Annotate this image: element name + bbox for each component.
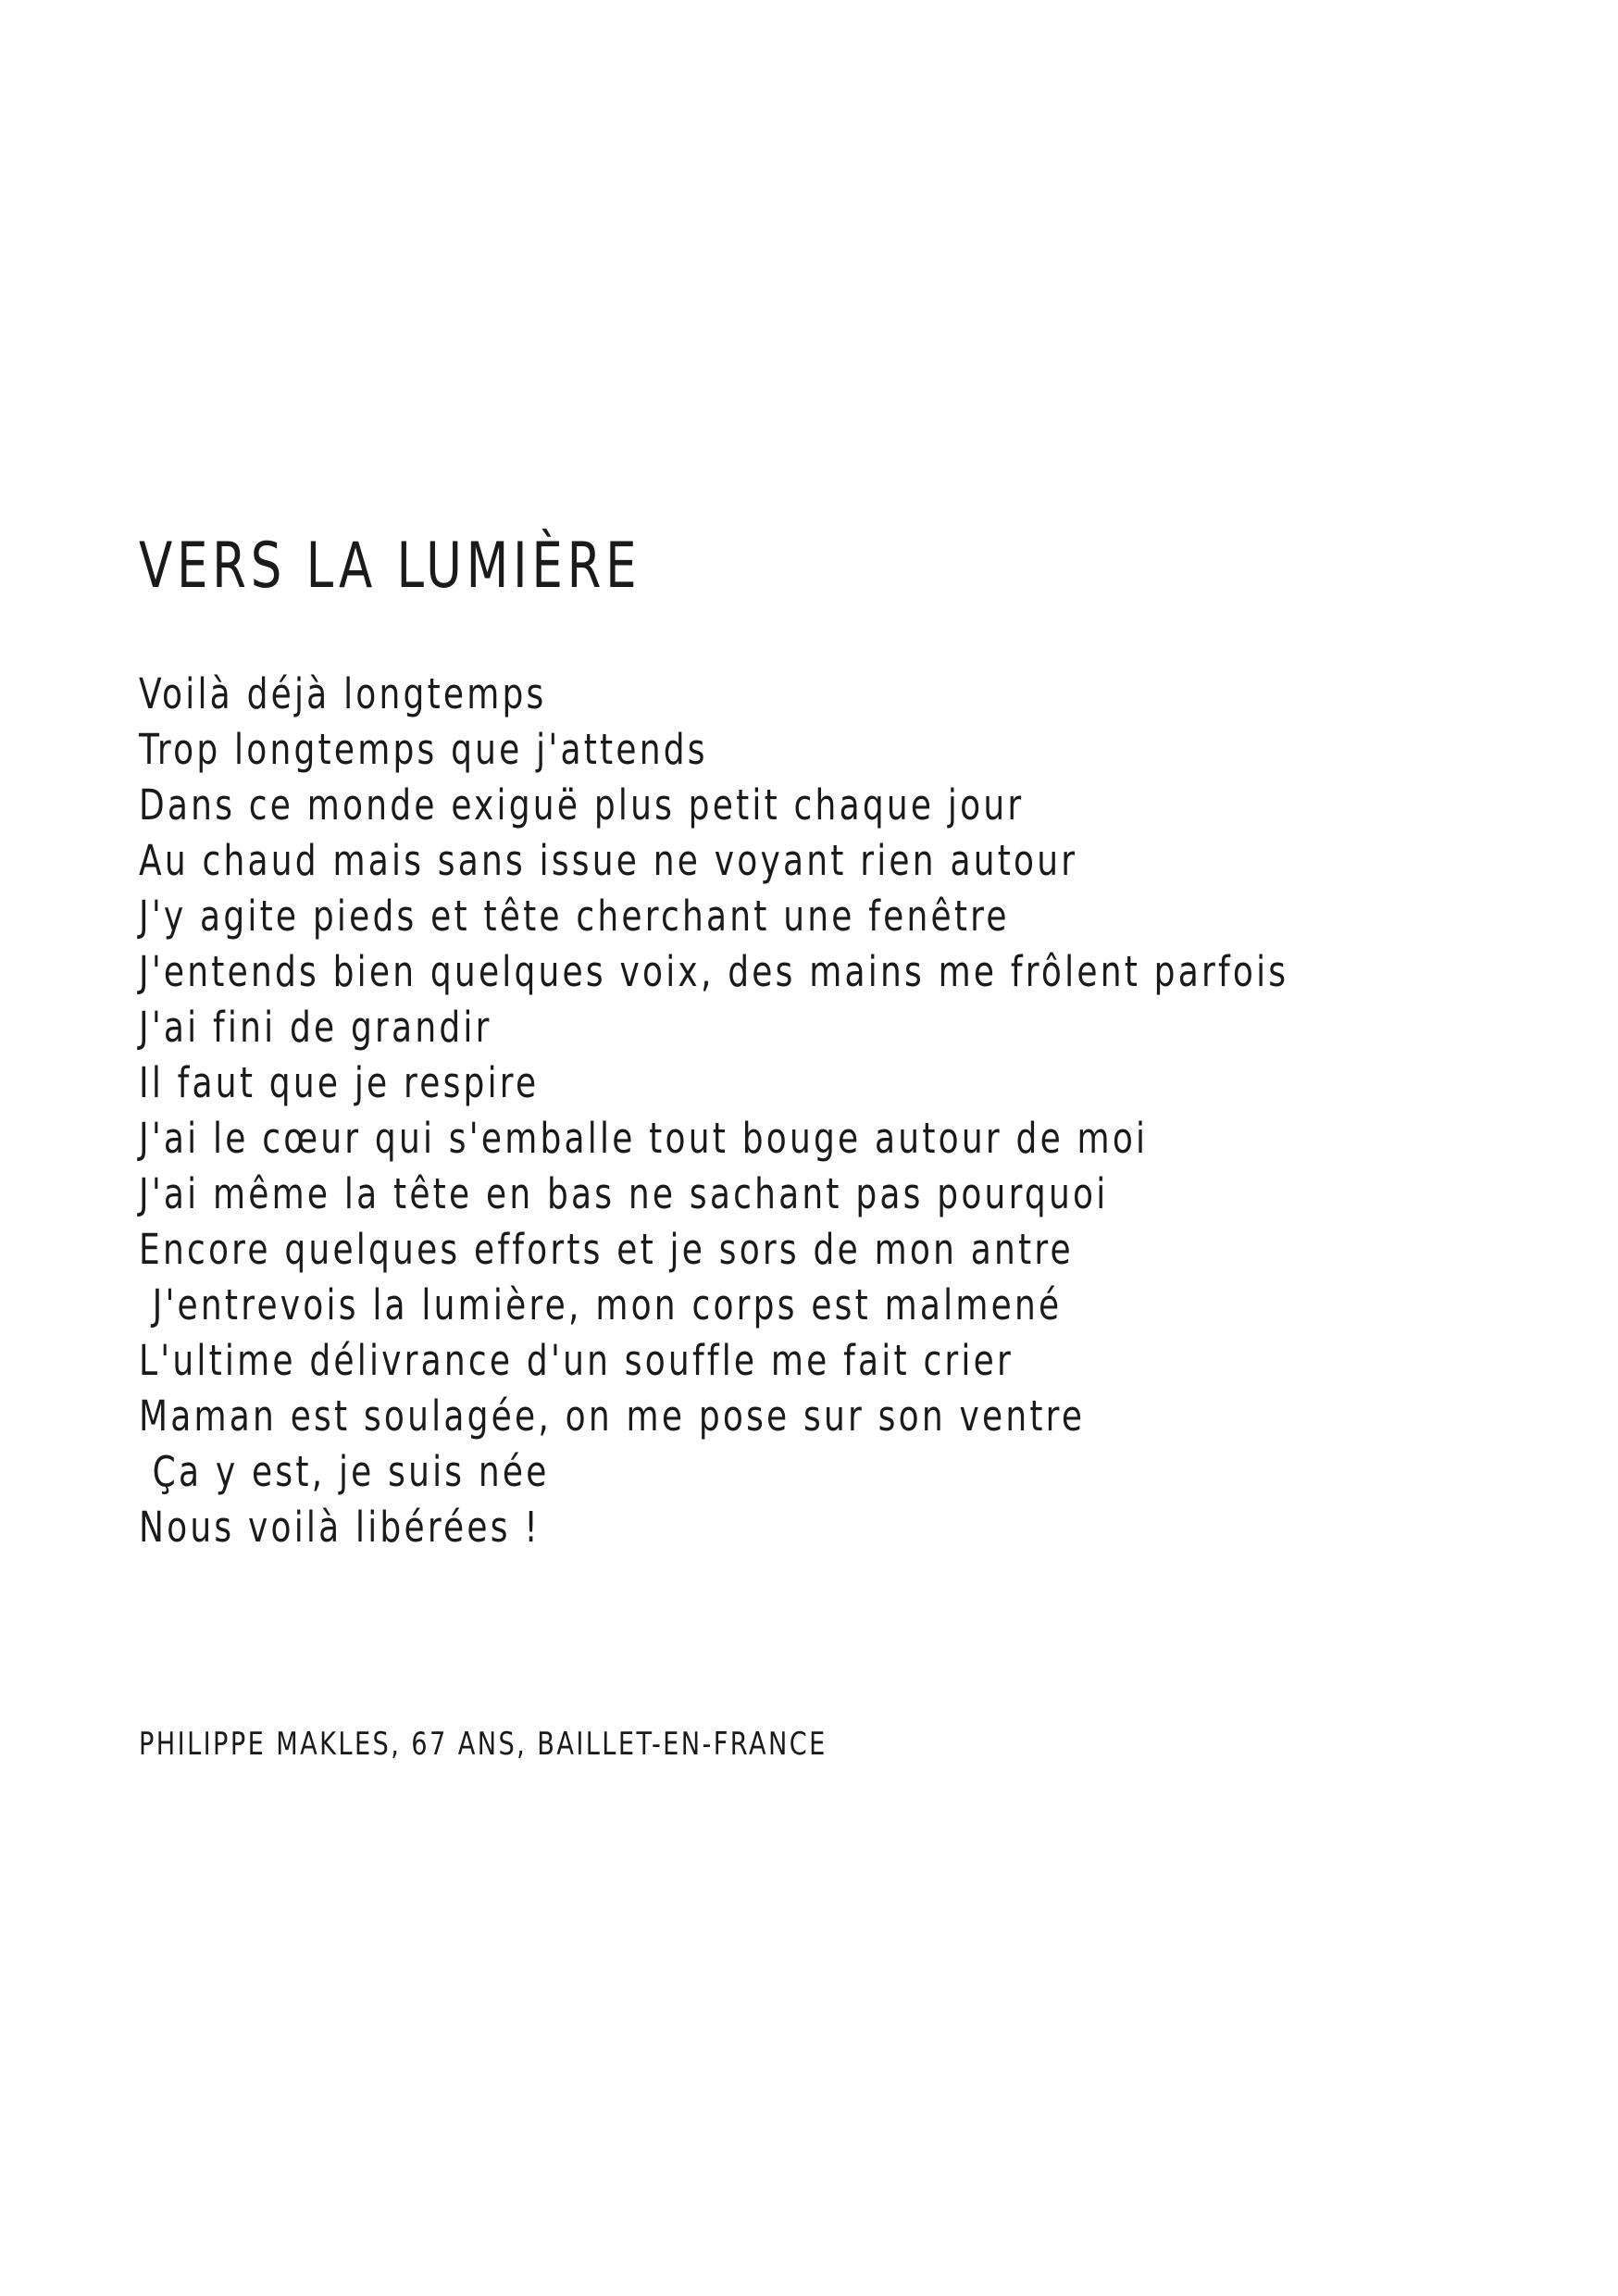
poem-line: Maman est soulagée, on me pose sur son ventre	[139, 1391, 1086, 1441]
poem-line: J'ai fini de grandir	[139, 1003, 492, 1052]
poem-line: Dans ce monde exiguë plus petit chaque jour	[139, 780, 1025, 830]
poem-line: Il faut que je respire	[139, 1058, 540, 1107]
poem-line: Nous voilà libérées !	[139, 1503, 541, 1552]
poem-body	[139, 667, 1288, 1555]
poem-line: Au chaud mais sans issue ne voyant rien autour	[139, 836, 1078, 885]
poem-title: VERS LA LUMIÈRE	[139, 530, 641, 603]
author-credit: PHILIPPE MAKLES, 67 ANS, BAILLET-EN-FRANCE	[139, 1726, 828, 1763]
poem-line: Voilà déjà longtemps	[139, 669, 547, 718]
poem-line: J'entrevois la lumière, mon corps est malmené	[139, 1280, 1063, 1329]
poem-line: Trop longtemps que j'attends	[139, 725, 708, 774]
poem-line: J'ai le cœur qui s'emballe tout bouge autour de moi	[139, 1114, 1149, 1163]
poem-line: L'ultime délivrance d'un souffle me fait crier	[139, 1336, 1014, 1385]
poem-line: Ça y est, je suis née	[139, 1447, 550, 1496]
poem-line: Encore quelques efforts et je sors de mon antre	[139, 1225, 1074, 1274]
poem-line: J'ai même la tête en bas ne sachant pas pourquoi	[139, 1169, 1109, 1218]
poem-line: J'y agite pieds et tête cherchant une fenêtre	[139, 892, 1010, 941]
poem-line: J'entends bien quelques voix, des mains me frôlent parfois	[139, 947, 1289, 996]
